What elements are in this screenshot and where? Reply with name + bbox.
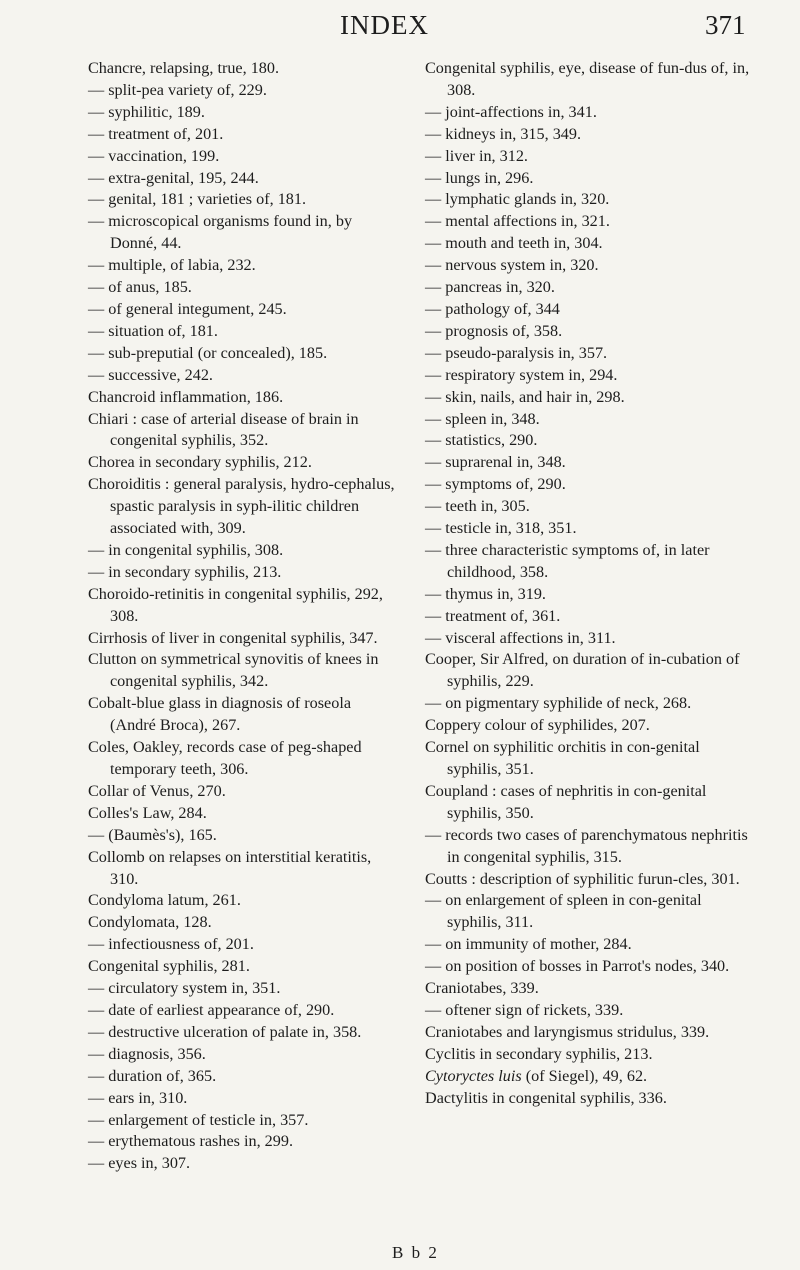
- index-entry: — diagnosis, 356.: [88, 1044, 206, 1063]
- index-entry: Craniotabes and laryngismus stridulus, 339.: [425, 1022, 710, 1041]
- index-entry: — liver in, 312.: [425, 146, 528, 165]
- index-entry: — prognosis of, 358.: [425, 321, 563, 340]
- index-entry: — thymus in, 319.: [425, 584, 546, 603]
- index-entry: — destructive ulceration of palate in, 358.: [88, 1022, 362, 1041]
- index-entry: — visceral affections in, 311.: [425, 628, 616, 647]
- index-entry: — suprarenal in, 348.: [425, 453, 566, 472]
- index-entry-text: (of Siegel), 49, 62.: [521, 1066, 648, 1085]
- index-entry: Chorea in secondary syphilis, 212.: [88, 453, 312, 472]
- index-entry: — oftener sign of rickets, 339.: [425, 1000, 624, 1019]
- page-number: 371: [705, 10, 746, 40]
- index-column-right: [425, 58, 753, 1110]
- index-entry: — sub-preputial (or concealed), 185.: [88, 343, 328, 362]
- index-entry: Colles's Law, 284.: [88, 803, 207, 822]
- index-entry: — of general integument, 245.: [88, 299, 287, 318]
- index-entry: — enlargement of testicle in, 357.: [88, 1110, 309, 1129]
- index-entry: Coppery colour of syphilides, 207.: [425, 716, 650, 735]
- index-entry: Collar of Venus, 270.: [88, 781, 226, 800]
- index-entry: — split-pea variety of, 229.: [88, 80, 267, 99]
- index-entry: — skin, nails, and hair in, 298.: [425, 387, 625, 406]
- index-entry: — on position of bosses in Parrot's nodes, 340.: [425, 957, 730, 976]
- index-entry: Chiari : case of arterial disease of brain in congenital syphilis, 352.: [88, 409, 359, 450]
- index-entry: — pancreas in, 320.: [425, 278, 555, 297]
- index-entry: — on pigmentary syphilide of neck, 268.: [425, 694, 692, 713]
- index-entry: — respiratory system in, 294.: [425, 365, 618, 384]
- index-entry: — on immunity of mother, 284.: [425, 935, 632, 954]
- index-entry: — eyes in, 307.: [88, 1154, 191, 1173]
- index-entry: [425, 1066, 753, 1088]
- index-entry: — kidneys in, 315, 349.: [425, 124, 582, 143]
- index-entry: — statistics, 290.: [425, 431, 538, 450]
- index-entry: Cornel on syphilitic orchitis in con-genital syphilis, 351.: [425, 738, 700, 778]
- index-entry: Congenital syphilis, eye, disease of fun-dus of, in, 308.: [425, 59, 750, 99]
- index-entry: Coupland : cases of nephritis in con-genital syphilis, 350.: [425, 781, 707, 822]
- index-entry: — syphilitic, 189.: [88, 102, 205, 121]
- index-entry: — treatment of, 201.: [88, 124, 224, 143]
- index-entry: — multiple, of labia, 232.: [88, 256, 256, 275]
- index-entry: — date of earliest appearance of, 290.: [88, 1000, 335, 1019]
- running-title: INDEX: [340, 10, 429, 40]
- index-entry: — erythematous rashes in, 299.: [88, 1132, 293, 1151]
- index-entry: — lungs in, 296.: [425, 168, 534, 187]
- index-entry: — in secondary syphilis, 213.: [88, 562, 282, 581]
- index-entry: — spleen in, 348.: [425, 409, 540, 428]
- page-header: [0, 10, 800, 50]
- index-entry: — circulatory system in, 351.: [88, 979, 281, 998]
- index-entry: — situation of, 181.: [88, 321, 218, 340]
- index-entry: — lymphatic glands in, 320.: [425, 190, 610, 209]
- index-entry: — pseudo-paralysis in, 357.: [425, 343, 608, 362]
- index-entry: Collomb on relapses on interstitial keratitis, 310.: [88, 847, 372, 888]
- index-entry: — microscopical organisms found in, by Donné, 44.: [88, 212, 353, 253]
- index-entry: — nervous system in, 320.: [425, 256, 599, 275]
- index-entry: Cyclitis in secondary syphilis, 213.: [425, 1044, 653, 1063]
- index-entry: Cooper, Sir Alfred, on duration of in-cubation of syphilis, 229.: [425, 650, 740, 691]
- index-entry: Congenital syphilis, 281.: [88, 957, 250, 976]
- index-column-left: [88, 58, 400, 1175]
- index-entry: — on enlargement of spleen in con-genital syphilis, 311.: [425, 891, 702, 932]
- index-entry: — (Baumès's), 165.: [88, 825, 217, 844]
- index-entry: Coutts : description of syphilitic furun-cles, 301.: [425, 869, 740, 888]
- index-entry: — of anus, 185.: [88, 278, 192, 297]
- index-entry: — genital, 181 ; varieties of, 181.: [88, 190, 307, 209]
- index-entry-italic: Cytoryctes luis: [425, 1066, 522, 1085]
- index-entry: — symptoms of, 290.: [425, 475, 566, 494]
- index-entry: Craniotabes, 339.: [425, 979, 539, 998]
- index-entry: — joint-affections in, 341.: [425, 102, 597, 121]
- index-entry: Chancre, relapsing, true, 180.: [88, 59, 280, 77]
- index-entry: — records two cases of parenchymatous nephritis in congenital syphilis, 315.: [425, 825, 748, 866]
- index-entry: — teeth in, 305.: [425, 497, 530, 516]
- index-entry: Choroido-retinitis in congenital syphilis, 292, 308.: [88, 584, 383, 625]
- index-entry: — pathology of, 344: [425, 299, 560, 318]
- index-entry: Cirrhosis of liver in congenital syphilis, 347.: [88, 628, 378, 647]
- index-entry: — mouth and teeth in, 304.: [425, 234, 603, 253]
- index-entry: — extra-genital, 195, 244.: [88, 168, 259, 187]
- index-entry: Choroiditis : general paralysis, hydro-cephalus, spastic paralysis in syph-ilitic children associated with, 309.: [88, 475, 395, 538]
- index-entry: Chancroid inflammation, 186.: [88, 387, 284, 406]
- index-entry: — testicle in, 318, 351.: [425, 519, 577, 538]
- index-entry: — treatment of, 361.: [425, 606, 561, 625]
- index-entry: Condyloma latum, 261.: [88, 891, 241, 910]
- index-entry: — successive, 242.: [88, 365, 213, 384]
- index-entry: — mental affections in, 321.: [425, 212, 610, 231]
- index-entry: Cobalt-blue glass in diagnosis of roseola (André Broca), 267.: [88, 694, 352, 735]
- index-entry: Dactylitis in congenital syphilis, 336.: [425, 1088, 667, 1107]
- index-entry: — duration of, 365.: [88, 1066, 217, 1085]
- index-entry: Coles, Oakley, records case of peg-shaped temporary teeth, 306.: [88, 738, 362, 778]
- printer-signature: B b 2: [392, 1243, 439, 1262]
- index-entry: Condylomata, 128.: [88, 913, 212, 932]
- index-entry: — infectiousness of, 201.: [88, 935, 254, 954]
- index-entry: Clutton on symmetrical synovitis of knees in congenital syphilis, 342.: [88, 650, 379, 691]
- index-entry: — vaccination, 199.: [88, 146, 220, 165]
- index-entry: — in congenital syphilis, 308.: [88, 540, 284, 559]
- index-entry: — ears in, 310.: [88, 1088, 188, 1107]
- index-entry: — three characteristic symptoms of, in later childhood, 358.: [425, 540, 710, 581]
